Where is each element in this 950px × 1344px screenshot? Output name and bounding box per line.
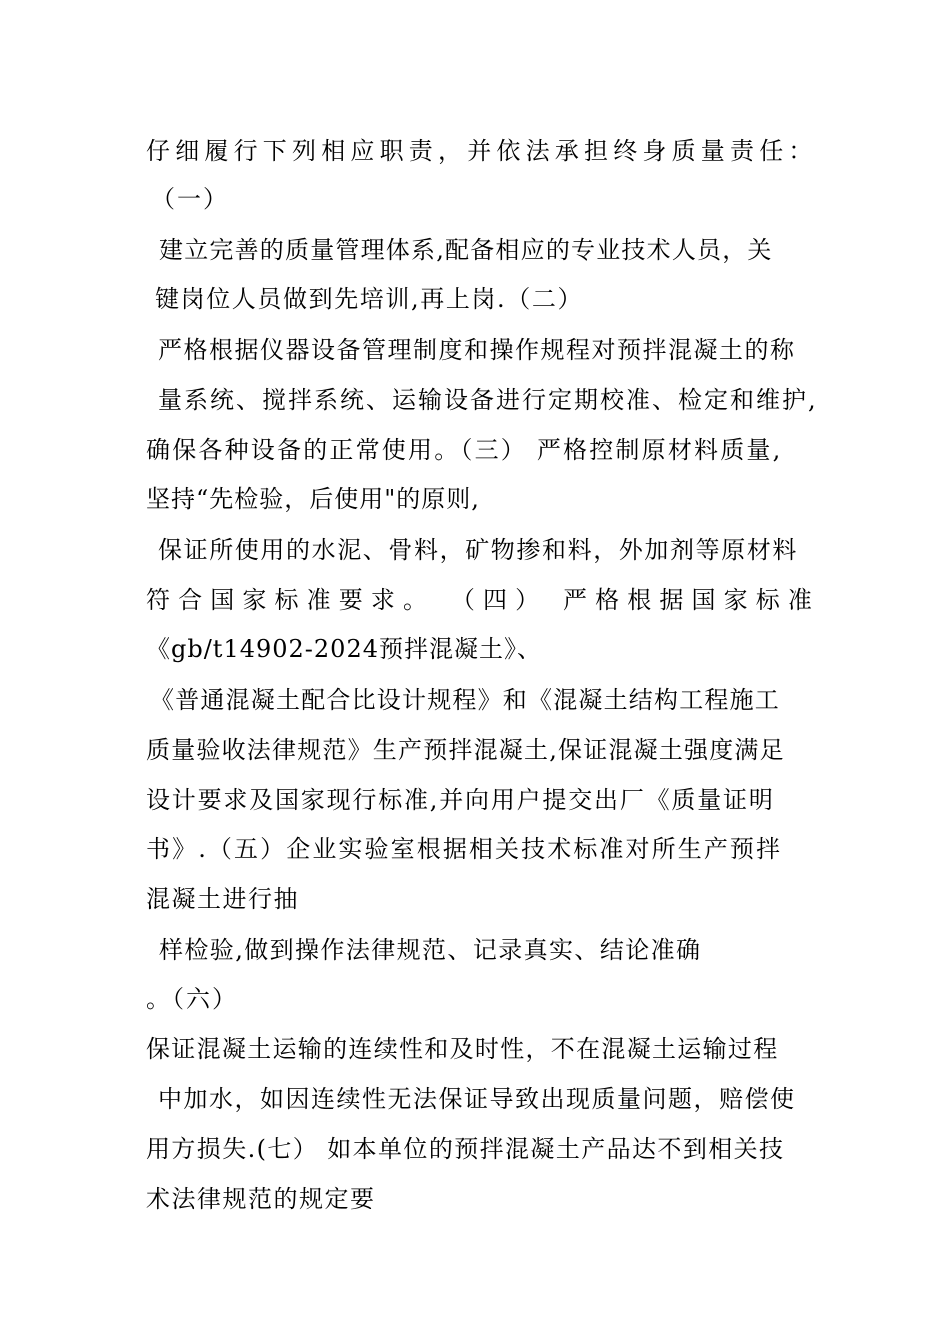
text-line: 符合国家标准要求。 （四） 严格根据国家标准 xyxy=(146,586,820,614)
text-line: 《gb/t14902-2024预拌混凝土》、 xyxy=(146,635,542,663)
text-line: 《普通混凝土配合比设计规程》和《混凝土结构工程施工 xyxy=(150,686,780,714)
text-line: 术法律规范的规定要 xyxy=(146,1185,376,1213)
text-line: 样检验,做到操作法律规范、记录真实、结论准确 xyxy=(159,936,702,964)
text-line: 质量验收法律规范》生产预拌混凝土,保证混凝土强度满足 xyxy=(146,736,785,764)
text-line: 书》.（五）企业实验室根据相关技术标准对所生产预拌 xyxy=(146,835,783,863)
text-line: 设计要求及国家现行标准,并向用户提交出厂《质量证明 xyxy=(146,786,775,814)
text-line: 用方损失.(七） 如本单位的预拌混凝土产品达不到相关技 xyxy=(146,1135,785,1163)
text-line: 严格根据仪器设备管理制度和操作规程对预拌混凝土的称 xyxy=(158,336,796,364)
text-line: 。（六） xyxy=(146,985,238,1013)
text-line: 中加水，如因连续性无法保证导致出现质量问题，赔偿使 xyxy=(158,1085,796,1113)
text-line: 保证所使用的水泥、骨料，矿物掺和料，外加剂等原材料 xyxy=(158,536,798,564)
text-line: 保证混凝土运输的连续性和及时性，不在混凝土运输过程 xyxy=(146,1035,779,1063)
text-line: 坚持“先检验，后使用"的原则, xyxy=(146,485,480,513)
text-line: 量系统、搅拌系统、运输设备进行定期校准、检定和维护, xyxy=(158,386,818,414)
text-line: 建立完善的质量管理体系,配备相应的专业技术人员，关 xyxy=(159,236,773,264)
text-line: 确保各种设备的正常使用。（三） 严格控制原材料质量, xyxy=(146,436,783,464)
text-line: 仔细履行下列相应职责，并依法承担终身质量责任： xyxy=(146,137,818,165)
text-line: （一） xyxy=(151,185,229,213)
text-line: 混凝土进行抽 xyxy=(146,885,299,913)
text-line: 键岗位人员做到先培训,再上岗.（二） xyxy=(155,285,584,313)
